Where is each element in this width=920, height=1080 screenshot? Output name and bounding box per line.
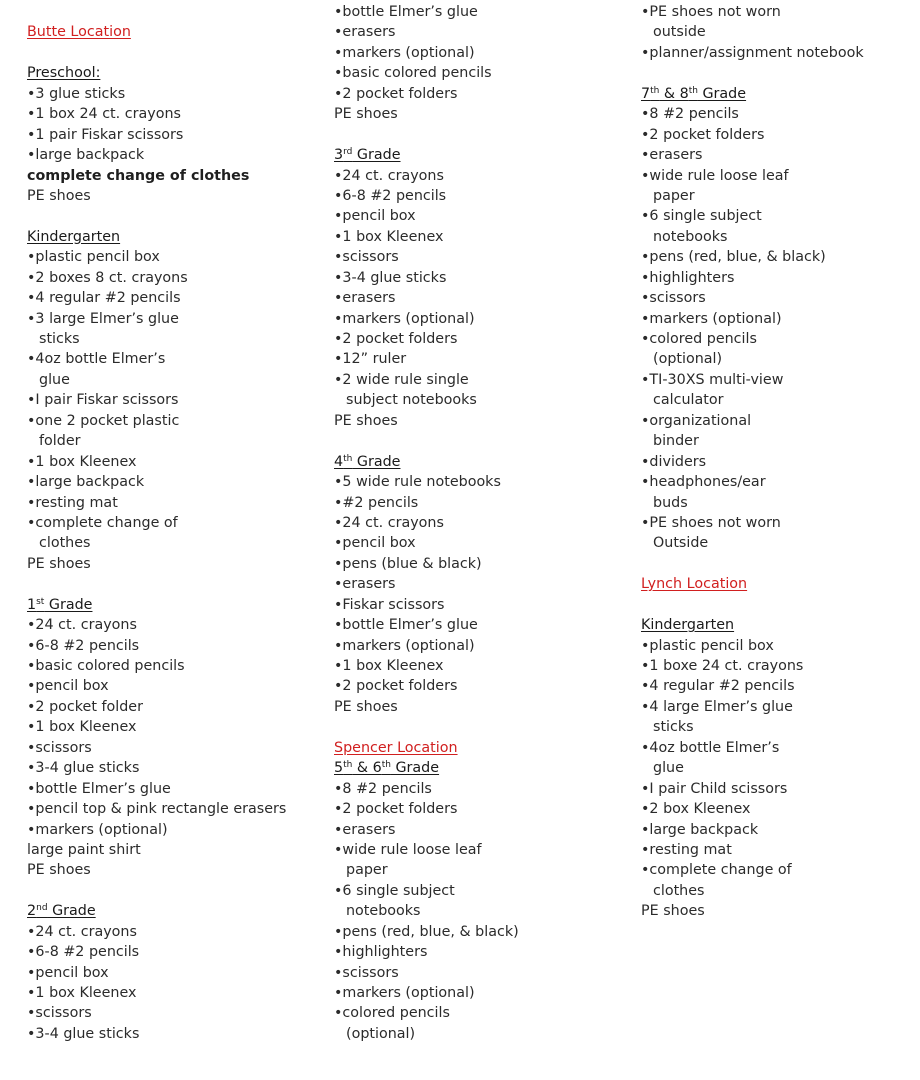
list-item: •24 ct. crayons [334,514,444,531]
list-item: •4oz bottle Elmer’s [641,739,780,756]
heading-line [27,901,317,921]
heading-text: 1 [27,596,37,613]
heading-line [27,63,317,83]
list-item: •4 regular #2 pencils [641,678,795,695]
list-item: •large backpack [27,147,145,164]
list-item: •3 glue sticks [27,85,126,102]
list-item: •1 box Kleenex [27,985,137,1001]
spacer [334,717,624,737]
list-item: •erasers [641,147,703,164]
list-item: •erasers [334,821,396,838]
list-item: complete change of clothes [27,167,250,184]
grade-heading [27,903,96,919]
list-item: •2 pocket folders [334,801,458,818]
list-item: •complete change of [27,514,178,531]
list-item: •pencil box [334,208,416,225]
list-item: •large backpack [641,821,759,838]
list-item: large paint shirt [27,841,141,858]
list-item: •one 2 pocket plastic [27,412,180,429]
heading-text: Kindergarten [641,617,735,634]
grade-heading [641,617,734,633]
list-item-continuation: clothes [39,535,91,552]
list-item: PE shoes [334,698,398,715]
list-item: •markers (optional) [27,821,168,838]
list-item: •6-8 #2 pencils [27,944,140,961]
spacer [334,125,624,145]
list-item: •resting mat [641,841,732,858]
spacer [334,431,624,451]
list-item: •dividers [641,453,707,470]
heading-text: 4 [334,453,344,470]
grade-heading [641,86,746,102]
list-item: •1 box Kleenex [27,719,137,736]
list-item: •markers (optional) [334,44,475,61]
heading-text: Grade [352,453,401,470]
list-item-continuation: clothes [653,882,705,899]
list-item-continuation: binder [653,433,699,450]
list-item: •basic colored pencils [27,658,185,674]
list-item: •headphones/ear [641,474,766,491]
list-item-continuation: buds [653,494,688,511]
list-item-continuation: glue [39,371,70,388]
list-item: •PE shoes not worn [641,514,781,531]
list-item: •TI-30XS multi-view [641,371,784,388]
heading-text: 5 [334,760,344,777]
heading-text: & 8 [659,85,689,102]
ordinal-suffix: st [36,596,45,607]
heading-text: Grade [44,596,93,613]
list-item: •PE shoes not worn [641,4,781,20]
list-item: PE shoes [27,187,91,204]
grade-heading [27,597,92,613]
list-item: •Fiskar scissors [334,596,445,613]
list-item: •planner/assignment notebook [641,44,864,61]
heading-line [641,615,911,635]
list-item-continuation: (optional) [653,351,723,368]
list-item: •bottle Elmer’s glue [334,4,478,20]
list-item: •scissors [27,1005,92,1022]
list-item: •markers (optional) [334,310,475,327]
ordinal-suffix: th [688,85,698,96]
location-heading: Spencer Location [334,739,458,756]
list-item-continuation: glue [653,760,684,777]
list-item: •1 boxe 24 ct. crayons [641,658,804,674]
list-item: •4 regular #2 pencils [27,290,181,307]
list-item: •24 ct. crayons [27,923,137,940]
list-item: •24 ct. crayons [27,617,137,634]
heading-line [334,758,624,778]
list-item-continuation: paper [653,187,695,204]
spacer [641,595,911,615]
spacer [27,881,317,901]
list-item-continuation: sticks [653,719,694,736]
list-item: •bottle Elmer’s glue [27,780,171,797]
list-item: •4oz bottle Elmer’s [27,351,166,368]
spacer [641,554,911,574]
list-item: •scissors [334,249,399,266]
list-item: •markers (optional) [334,637,475,654]
list-item: •#2 pencils [334,494,419,511]
location-line [27,22,317,42]
location-heading: Lynch Location [641,576,748,593]
list-item: •pencil top & pink rectangle erasers [27,801,287,818]
list-item: •3 large Elmer’s glue [27,310,179,327]
list-item: PE shoes [334,106,398,123]
list-item-continuation: calculator [653,392,724,409]
list-item: •2 box Kleenex [641,801,751,818]
heading-text: Grade [697,85,747,102]
list-item: •6 single subject [641,208,762,225]
list-item-continuation: notebooks [653,228,728,245]
column-2 [334,2,624,1044]
ordinal-suffix: rd [343,147,353,158]
grade-heading [334,147,401,163]
list-item: •pens (red, blue, & black) [334,923,519,940]
list-item-continuation: sticks [39,331,80,347]
list-item: •1 pair Fiskar scissors [27,126,184,143]
grade-heading [27,65,100,81]
list-item: •6-8 #2 pencils [334,187,447,204]
grade-heading [334,760,439,776]
list-item: PE shoes [334,412,398,429]
list-item: •resting mat [27,494,118,511]
list-item: •plastic pencil box [27,249,160,266]
grade-heading [27,229,120,245]
heading-text: Kindergarten [27,228,121,245]
list-item: PE shoes [27,862,91,879]
spacer [27,574,317,594]
list-item: •2 pocket folders [641,126,765,143]
list-item: •24 ct. crayons [334,167,444,184]
list-item: •2 wide rule single [334,371,469,388]
list-item-continuation: outside [653,24,706,41]
list-item: •basic colored pencils [334,65,492,82]
list-item: •plastic pencil box [641,637,774,654]
column-1 [27,2,317,1044]
list-item: •3-4 glue sticks [27,760,140,777]
list-item: •scissors [27,739,92,756]
heading-text: Grade [352,147,401,164]
list-item-continuation: Outside [653,535,709,552]
list-item: •pens (blue & black) [334,555,482,572]
list-item-continuation: paper [346,862,388,879]
list-item: •erasers [334,290,396,307]
list-item: •1 box Kleenex [27,453,137,470]
list-item: •2 pocket folders [334,85,458,102]
list-item: •scissors [334,964,399,981]
heading-line [27,227,317,247]
list-item: •4 large Elmer’s glue [641,698,793,715]
list-item: •organizational [641,412,752,429]
list-item: •2 pocket folder [27,698,143,715]
heading-line [334,145,624,165]
list-item: •1 box 24 ct. crayons [27,106,181,123]
list-item: •5 wide rule notebooks [334,474,501,491]
list-item: PE shoes [641,903,705,920]
list-item: •2 pocket folders [334,678,458,695]
ordinal-suffix: th [343,760,353,771]
spacer [641,63,911,83]
list-item: •1 box Kleenex [334,658,444,674]
list-item-continuation: folder [39,433,81,450]
list-item-continuation: subject notebooks [346,392,477,409]
list-item: •wide rule loose leaf [334,841,482,858]
location-line [334,738,624,758]
heading-text: 7 [641,85,651,102]
list-item: •highlighters [334,944,428,961]
heading-text: Grade [47,903,96,920]
list-item: •6-8 #2 pencils [27,637,140,654]
list-item: •12” ruler [334,351,407,368]
heading-text: 3 [334,147,344,164]
list-item: •3-4 glue sticks [27,1025,140,1042]
location-line [641,574,911,594]
list-item: •2 boxes 8 ct. crayons [27,269,188,286]
list-item: •8 #2 pencils [334,780,432,797]
spacer [27,2,317,22]
location-heading: Butte Location [27,24,131,41]
ordinal-suffix: th [381,760,391,771]
heading-text: Grade [390,760,440,777]
list-item: •pencil box [334,535,416,552]
list-item: •highlighters [641,269,735,286]
heading-text: & 6 [352,760,382,777]
ordinal-suffix: th [343,453,353,464]
list-item: •erasers [334,24,396,41]
list-item: •markers (optional) [334,985,475,1001]
list-item: •colored pencils [334,1005,450,1022]
heading-text: Preschool: [27,65,101,82]
list-item: •markers (optional) [641,310,782,327]
list-item-continuation: notebooks [346,903,421,920]
list-item: •pencil box [27,678,109,695]
ordinal-suffix: nd [36,903,48,914]
list-item-continuation: (optional) [346,1025,416,1042]
list-item: •I pair Fiskar scissors [27,392,179,409]
ordinal-suffix: th [650,85,660,96]
list-item: •scissors [641,290,706,307]
list-item: •6 single subject [334,882,455,899]
spacer [27,43,317,63]
spacer [27,206,317,226]
list-item: •3-4 glue sticks [334,269,447,286]
list-item: •erasers [334,576,396,593]
list-item: PE shoes [27,555,91,572]
list-item: •colored pencils [641,331,757,347]
column-3 [641,2,911,922]
heading-line [27,595,317,615]
grade-heading [334,454,400,470]
heading-text: 2 [27,903,37,920]
list-item: •2 pocket folders [334,331,458,347]
list-item: •pens (red, blue, & black) [641,249,826,266]
heading-line [334,452,624,472]
list-item: •large backpack [27,474,145,491]
list-item: •8 #2 pencils [641,106,739,123]
heading-line [641,84,911,104]
list-item: •bottle Elmer’s glue [334,617,478,634]
list-item: •pencil box [27,964,109,981]
list-item: •complete change of [641,862,792,879]
list-item: •1 box Kleenex [334,228,444,245]
list-item: •I pair Child scissors [641,780,788,797]
list-item: •wide rule loose leaf [641,167,789,184]
